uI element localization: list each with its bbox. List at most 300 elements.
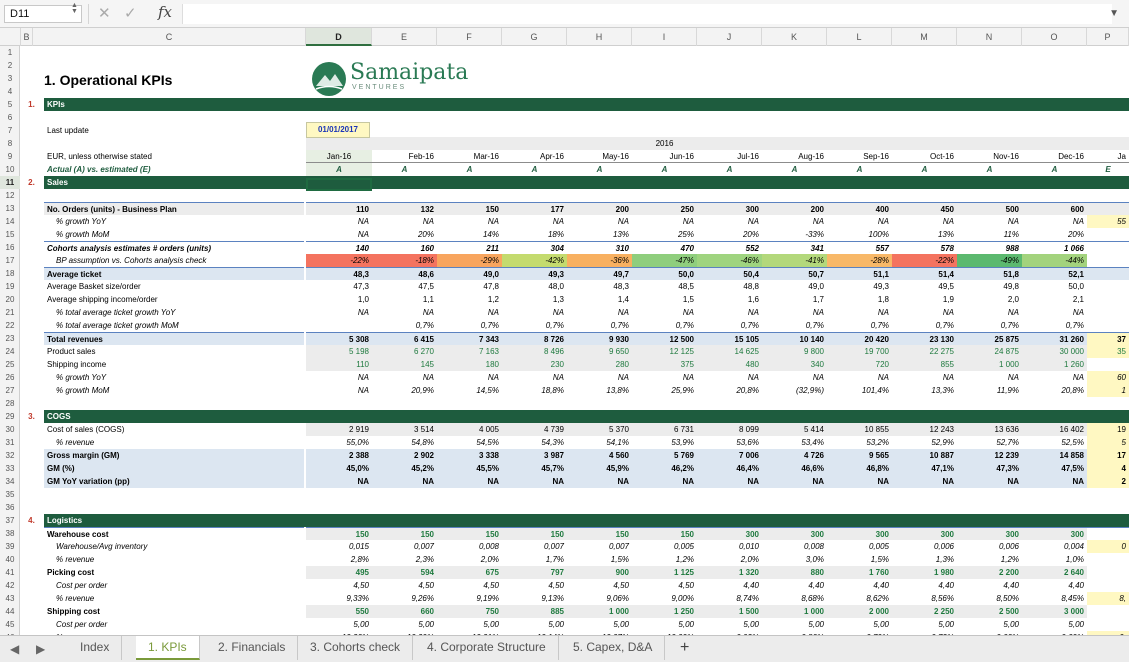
row-header-8[interactable]: 8: [7, 139, 13, 148]
value-cell[interactable]: 1,0%: [1065, 555, 1084, 564]
value-cell[interactable]: NA: [437, 475, 502, 488]
value-cell[interactable]: 0: [1087, 540, 1129, 553]
value-cell[interactable]: 20%: [417, 230, 434, 239]
value-cell[interactable]: 8,50%: [996, 594, 1019, 603]
value-cell[interactable]: 4 739: [502, 423, 567, 436]
row-header-13[interactable]: 13: [5, 204, 15, 213]
value-cell[interactable]: NA: [422, 308, 434, 317]
value-cell[interactable]: 25%: [677, 230, 694, 239]
value-cell[interactable]: 45,2%: [372, 462, 437, 475]
tab-5-capex-d-a[interactable]: 5. Capex, D&A: [561, 636, 665, 660]
value-cell[interactable]: NA: [942, 308, 954, 317]
value-cell[interactable]: 45,0%: [306, 462, 372, 475]
value-cell[interactable]: 1,8: [877, 295, 889, 304]
value-cell[interactable]: 1 000: [957, 358, 1022, 371]
row-header-9[interactable]: 9: [7, 152, 13, 161]
value-cell[interactable]: 20,9%: [411, 386, 434, 395]
value-cell[interactable]: 300: [827, 527, 892, 540]
value-cell[interactable]: 13%: [937, 230, 954, 239]
value-cell[interactable]: -36%: [567, 254, 632, 267]
value-cell[interactable]: [1087, 358, 1129, 371]
value-cell[interactable]: 52,9%: [931, 438, 954, 447]
value-cell[interactable]: 0,7%: [1000, 321, 1019, 330]
value-cell[interactable]: 552: [697, 241, 762, 254]
value-cell[interactable]: 9,26%: [411, 594, 434, 603]
value-cell[interactable]: 1 066: [1022, 241, 1087, 254]
value-cell[interactable]: 145: [372, 358, 437, 371]
value-cell[interactable]: 177: [502, 202, 567, 215]
row-header-15[interactable]: 15: [5, 230, 15, 239]
value-cell[interactable]: 8 726: [502, 332, 567, 345]
value-cell[interactable]: 1 320: [697, 566, 762, 579]
value-cell[interactable]: 2 902: [372, 449, 437, 462]
value-cell[interactable]: NA: [877, 308, 889, 317]
value-cell[interactable]: NA: [827, 475, 892, 488]
value-cell[interactable]: 0,7%: [1065, 321, 1084, 330]
value-cell[interactable]: 5,00: [353, 620, 369, 629]
value-cell[interactable]: 280: [567, 358, 632, 371]
value-cell[interactable]: 7 163: [437, 345, 502, 358]
value-cell[interactable]: 5,00: [613, 620, 629, 629]
value-cell[interactable]: [1087, 566, 1129, 579]
value-cell[interactable]: 47,5: [418, 282, 434, 291]
value-cell[interactable]: 1,5%: [610, 555, 629, 564]
value-cell[interactable]: 0,006: [998, 542, 1019, 551]
value-cell[interactable]: 300: [762, 527, 827, 540]
value-cell[interactable]: 1,3%: [935, 555, 954, 564]
value-cell[interactable]: 9 565: [827, 449, 892, 462]
row-header-3[interactable]: 3: [7, 74, 13, 83]
value-cell[interactable]: 1 760: [827, 566, 892, 579]
value-cell[interactable]: 0,7%: [870, 321, 889, 330]
value-cell[interactable]: 180: [437, 358, 502, 371]
value-cell[interactable]: 9,13%: [541, 594, 564, 603]
row-header-24[interactable]: 24: [5, 347, 15, 356]
value-cell[interactable]: 20,8%: [1061, 386, 1084, 395]
row-header-33[interactable]: 33: [5, 464, 15, 473]
row-header-41[interactable]: 41: [5, 568, 15, 577]
value-cell[interactable]: 5: [1087, 436, 1129, 449]
value-cell[interactable]: 0,7%: [545, 321, 564, 330]
value-cell[interactable]: NA: [632, 475, 697, 488]
value-cell[interactable]: 48,5: [678, 282, 694, 291]
tab-next-icon[interactable]: ▶: [36, 642, 46, 656]
value-cell[interactable]: 5,00: [873, 620, 889, 629]
value-cell[interactable]: 310: [567, 241, 632, 254]
value-cell[interactable]: NA: [552, 308, 564, 317]
value-cell[interactable]: 5 198: [306, 345, 372, 358]
value-cell[interactable]: 4,50: [353, 581, 369, 590]
value-cell[interactable]: 0,010: [738, 542, 759, 551]
value-cell[interactable]: 13,3%: [931, 386, 954, 395]
value-cell[interactable]: 46,4%: [697, 462, 762, 475]
value-cell[interactable]: 49,3: [502, 267, 567, 280]
value-cell[interactable]: 855: [892, 358, 957, 371]
cancel-icon[interactable]: ✕: [98, 5, 111, 22]
value-cell[interactable]: 150: [567, 527, 632, 540]
value-cell[interactable]: 1,7: [812, 295, 824, 304]
value-cell[interactable]: 3,0%: [805, 555, 824, 564]
value-cell[interactable]: NA: [812, 373, 824, 382]
value-cell[interactable]: 4 560: [567, 449, 632, 462]
row-header-37[interactable]: 37: [5, 516, 15, 525]
row-header-39[interactable]: 39: [5, 542, 15, 551]
value-cell[interactable]: NA: [957, 475, 1022, 488]
value-cell[interactable]: 4 726: [762, 449, 827, 462]
value-cell[interactable]: NA: [697, 475, 762, 488]
value-cell[interactable]: -22%: [306, 254, 372, 267]
value-cell[interactable]: 49,8: [1003, 282, 1019, 291]
value-cell[interactable]: NA: [357, 217, 369, 226]
value-cell[interactable]: 150: [502, 527, 567, 540]
value-cell[interactable]: 50,4: [697, 267, 762, 280]
value-cell[interactable]: NA: [1007, 308, 1019, 317]
value-cell[interactable]: 1,9: [942, 295, 954, 304]
value-cell[interactable]: 200: [567, 202, 632, 215]
value-cell[interactable]: 8 496: [502, 345, 567, 358]
value-cell[interactable]: 12 500: [632, 332, 697, 345]
value-cell[interactable]: 1,5: [682, 295, 694, 304]
value-cell[interactable]: 250: [632, 202, 697, 215]
value-cell[interactable]: NA: [682, 373, 694, 382]
value-cell[interactable]: 47,8: [483, 282, 499, 291]
row-header-40[interactable]: 40: [5, 555, 15, 564]
value-cell[interactable]: [1087, 293, 1129, 306]
value-cell[interactable]: 660: [372, 605, 437, 618]
value-cell[interactable]: 375: [632, 358, 697, 371]
row-header-38[interactable]: 38: [5, 529, 15, 538]
row-header-31[interactable]: 31: [5, 438, 15, 447]
value-cell[interactable]: 470: [632, 241, 697, 254]
value-cell[interactable]: 20%: [742, 230, 759, 239]
value-cell[interactable]: 480: [697, 358, 762, 371]
row-header-25[interactable]: 25: [5, 360, 15, 369]
value-cell[interactable]: 2 640: [1022, 566, 1087, 579]
value-cell[interactable]: 1 000: [762, 605, 827, 618]
row-header-19[interactable]: 19: [5, 282, 15, 291]
value-cell[interactable]: 53,9%: [671, 438, 694, 447]
value-cell[interactable]: 0,005: [673, 542, 694, 551]
value-cell[interactable]: 140: [306, 241, 372, 254]
value-cell[interactable]: 4,50: [678, 581, 694, 590]
value-cell[interactable]: 48,6: [372, 267, 437, 280]
value-cell[interactable]: 110: [306, 358, 372, 371]
value-cell[interactable]: NA: [682, 308, 694, 317]
value-cell[interactable]: NA: [682, 217, 694, 226]
value-cell[interactable]: 5,00: [1003, 620, 1019, 629]
value-cell[interactable]: 48,0: [548, 282, 564, 291]
value-cell[interactable]: NA: [1022, 475, 1087, 488]
value-cell[interactable]: 13%: [612, 230, 629, 239]
value-cell[interactable]: 31 260: [1022, 332, 1087, 345]
value-cell[interactable]: 1 125: [632, 566, 697, 579]
value-cell[interactable]: [1087, 319, 1129, 332]
value-cell[interactable]: 51,8: [957, 267, 1022, 280]
row-header-23[interactable]: 23: [5, 334, 15, 343]
value-cell[interactable]: 51,4: [892, 267, 957, 280]
column-header-l[interactable]: L: [827, 28, 892, 46]
value-cell[interactable]: 48,3: [613, 282, 629, 291]
value-cell[interactable]: 300: [892, 527, 957, 540]
value-cell[interactable]: 1,1: [422, 295, 434, 304]
column-header-h[interactable]: H: [567, 28, 632, 46]
value-cell[interactable]: 22 275: [892, 345, 957, 358]
value-cell[interactable]: 1,6: [747, 295, 759, 304]
value-cell[interactable]: 49,7: [567, 267, 632, 280]
row-header-10[interactable]: 10: [5, 165, 15, 174]
value-cell[interactable]: 53,4%: [801, 438, 824, 447]
confirm-icon[interactable]: ✓: [124, 5, 137, 22]
value-cell[interactable]: NA: [487, 308, 499, 317]
value-cell[interactable]: 2,1: [1072, 295, 1084, 304]
value-cell[interactable]: 18%: [547, 230, 564, 239]
row-header-4[interactable]: 4: [7, 87, 13, 96]
value-cell[interactable]: 230: [502, 358, 567, 371]
value-cell[interactable]: 132: [372, 202, 437, 215]
value-cell[interactable]: 20,8%: [736, 386, 759, 395]
value-cell[interactable]: [1087, 579, 1129, 592]
value-cell[interactable]: 0,005: [868, 542, 889, 551]
value-cell[interactable]: 5 308: [306, 332, 372, 345]
value-cell[interactable]: -42%: [502, 254, 567, 267]
value-cell[interactable]: 9,06%: [606, 594, 629, 603]
value-cell[interactable]: 6 415: [372, 332, 437, 345]
value-cell[interactable]: 25 875: [957, 332, 1022, 345]
value-cell[interactable]: 47,5%: [1022, 462, 1087, 475]
value-cell[interactable]: NA: [422, 217, 434, 226]
row-header-22[interactable]: 22: [5, 321, 15, 330]
value-cell[interactable]: 7 006: [697, 449, 762, 462]
value-cell[interactable]: 4,40: [1068, 581, 1084, 590]
value-cell[interactable]: 150: [306, 527, 372, 540]
value-cell[interactable]: [1087, 553, 1129, 566]
value-cell[interactable]: 4,40: [938, 581, 954, 590]
value-cell[interactable]: NA: [1007, 373, 1019, 382]
row-header-42[interactable]: 42: [5, 581, 15, 590]
value-cell[interactable]: NA: [942, 373, 954, 382]
value-cell[interactable]: 24 875: [957, 345, 1022, 358]
row-header-20[interactable]: 20: [5, 295, 15, 304]
value-cell[interactable]: [1087, 202, 1129, 215]
value-cell[interactable]: NA: [487, 373, 499, 382]
value-cell[interactable]: 1,3: [552, 295, 564, 304]
value-cell[interactable]: 49,3: [873, 282, 889, 291]
value-cell[interactable]: 4,40: [808, 581, 824, 590]
row-header-36[interactable]: 36: [5, 503, 15, 512]
value-cell[interactable]: 100%: [868, 230, 889, 239]
value-cell[interactable]: -41%: [762, 254, 827, 267]
value-cell[interactable]: [1087, 241, 1129, 254]
value-cell[interactable]: 50,0: [1068, 282, 1084, 291]
value-cell[interactable]: 14,5%: [476, 386, 499, 395]
value-cell[interactable]: [1087, 228, 1129, 241]
value-cell[interactable]: [1087, 280, 1129, 293]
value-cell[interactable]: 2 200: [957, 566, 1022, 579]
value-cell[interactable]: 675: [437, 566, 502, 579]
value-cell[interactable]: 45,9%: [567, 462, 632, 475]
row-header-1[interactable]: 1: [7, 48, 13, 57]
value-cell[interactable]: 2,0%: [480, 555, 499, 564]
value-cell[interactable]: [1087, 267, 1129, 280]
row-header-11[interactable]: 11: [0, 176, 20, 189]
value-cell[interactable]: [1087, 527, 1129, 540]
value-cell[interactable]: 45,7%: [502, 462, 567, 475]
row-header-35[interactable]: 35: [5, 490, 15, 499]
value-cell[interactable]: 797: [502, 566, 567, 579]
value-cell[interactable]: NA: [567, 475, 632, 488]
value-cell[interactable]: 47,1%: [892, 462, 957, 475]
value-cell[interactable]: 45,5%: [437, 462, 502, 475]
value-cell[interactable]: NA: [1072, 308, 1084, 317]
value-cell[interactable]: 0,007: [543, 542, 564, 551]
value-cell[interactable]: 300: [1022, 527, 1087, 540]
value-cell[interactable]: 60: [1087, 371, 1129, 384]
value-cell[interactable]: 1,2%: [1000, 555, 1019, 564]
value-cell[interactable]: 10 887: [892, 449, 957, 462]
value-cell[interactable]: 578: [892, 241, 957, 254]
value-cell[interactable]: 54,8%: [411, 438, 434, 447]
value-cell[interactable]: 4,40: [743, 581, 759, 590]
value-cell[interactable]: 8,68%: [801, 594, 824, 603]
value-cell[interactable]: 450: [892, 202, 957, 215]
value-cell[interactable]: NA: [762, 475, 827, 488]
column-header-p[interactable]: P: [1087, 28, 1129, 46]
value-cell[interactable]: 880: [762, 566, 827, 579]
value-cell[interactable]: 4,40: [1003, 581, 1019, 590]
column-header-j[interactable]: J: [697, 28, 762, 46]
value-cell[interactable]: 1,0: [357, 295, 369, 304]
value-cell[interactable]: 9,33%: [346, 594, 369, 603]
value-cell[interactable]: 2 500: [957, 605, 1022, 618]
value-cell[interactable]: 2,0%: [740, 555, 759, 564]
value-cell[interactable]: NA: [617, 217, 629, 226]
column-header-g[interactable]: G: [502, 28, 567, 46]
value-cell[interactable]: 594: [372, 566, 437, 579]
value-cell[interactable]: -46%: [697, 254, 762, 267]
value-cell[interactable]: 13,8%: [606, 386, 629, 395]
value-cell[interactable]: 5,00: [678, 620, 694, 629]
value-cell[interactable]: 885: [502, 605, 567, 618]
value-cell[interactable]: 2 919: [306, 423, 372, 436]
value-cell[interactable]: 5,00: [808, 620, 824, 629]
value-cell[interactable]: 16 402: [1022, 423, 1087, 436]
value-cell[interactable]: 17: [1087, 449, 1129, 462]
value-cell[interactable]: 54,5%: [476, 438, 499, 447]
value-cell[interactable]: 150: [437, 527, 502, 540]
value-cell[interactable]: 4,50: [548, 581, 564, 590]
column-header-k[interactable]: K: [762, 28, 827, 46]
value-cell[interactable]: 0,7%: [480, 321, 499, 330]
row-header-17[interactable]: 17: [5, 256, 15, 265]
value-cell[interactable]: NA: [357, 230, 369, 239]
value-cell[interactable]: 1 980: [892, 566, 957, 579]
value-cell[interactable]: 3 338: [437, 449, 502, 462]
tab-4-corporate-structure[interactable]: 4. Corporate Structure: [415, 636, 559, 660]
value-cell[interactable]: 54,3%: [541, 438, 564, 447]
value-cell[interactable]: -44%: [1022, 254, 1087, 267]
value-cell[interactable]: 49,5: [938, 282, 954, 291]
value-cell[interactable]: 46,6%: [762, 462, 827, 475]
value-cell[interactable]: 0,004: [1063, 542, 1084, 551]
value-cell[interactable]: 7 343: [437, 332, 502, 345]
value-cell[interactable]: [1087, 306, 1129, 319]
value-cell[interactable]: 11%: [1003, 230, 1019, 239]
value-cell[interactable]: -28%: [827, 254, 892, 267]
row-header-27[interactable]: 27: [5, 386, 15, 395]
value-cell[interactable]: NA: [617, 373, 629, 382]
value-cell[interactable]: NA: [877, 373, 889, 382]
value-cell[interactable]: 55,0%: [346, 438, 369, 447]
value-cell[interactable]: 400: [827, 202, 892, 215]
value-cell[interactable]: 55: [1087, 215, 1129, 228]
value-cell[interactable]: 211: [437, 241, 502, 254]
active-cell-outline[interactable]: [306, 178, 372, 191]
value-cell[interactable]: 4 005: [437, 423, 502, 436]
row-header-44[interactable]: 44: [5, 607, 15, 616]
value-cell[interactable]: 50,0: [632, 267, 697, 280]
value-cell[interactable]: 14%: [482, 230, 499, 239]
tab-2-financials[interactable]: 2. Financials: [206, 636, 298, 660]
value-cell[interactable]: NA: [357, 373, 369, 382]
value-cell[interactable]: 900: [567, 566, 632, 579]
value-cell[interactable]: NA: [1007, 217, 1019, 226]
value-cell[interactable]: 14 625: [697, 345, 762, 358]
value-cell[interactable]: 0,007: [413, 542, 434, 551]
value-cell[interactable]: 46,2%: [632, 462, 697, 475]
value-cell[interactable]: 52,1: [1022, 267, 1087, 280]
value-cell[interactable]: 9,00%: [671, 594, 694, 603]
chevron-down-icon[interactable]: ▼: [1109, 8, 1119, 19]
value-cell[interactable]: NA: [502, 475, 567, 488]
value-cell[interactable]: 304: [502, 241, 567, 254]
row-header-6[interactable]: 6: [7, 113, 13, 122]
value-cell[interactable]: 5 769: [632, 449, 697, 462]
value-cell[interactable]: 12 239: [957, 449, 1022, 462]
value-cell[interactable]: 0,7%: [805, 321, 824, 330]
value-cell[interactable]: [306, 319, 372, 332]
value-cell[interactable]: NA: [1072, 373, 1084, 382]
formula-input[interactable]: [182, 4, 1112, 24]
value-cell[interactable]: 8,: [1087, 592, 1129, 605]
value-cell[interactable]: NA: [747, 217, 759, 226]
value-cell[interactable]: 52,7%: [996, 438, 1019, 447]
value-cell[interactable]: 150: [372, 527, 437, 540]
value-cell[interactable]: 101,4%: [861, 386, 889, 395]
value-cell[interactable]: 0,7%: [675, 321, 694, 330]
value-cell[interactable]: 1,2%: [675, 555, 694, 564]
value-cell[interactable]: -29%: [437, 254, 502, 267]
value-cell[interactable]: 9 930: [567, 332, 632, 345]
value-cell[interactable]: 500: [957, 202, 1022, 215]
value-cell[interactable]: 2,3%: [415, 555, 434, 564]
row-header-21[interactable]: 21: [5, 308, 15, 317]
value-cell[interactable]: 160: [372, 241, 437, 254]
value-cell[interactable]: 10 140: [762, 332, 827, 345]
value-cell[interactable]: 53,6%: [736, 438, 759, 447]
value-cell[interactable]: 4,50: [483, 581, 499, 590]
value-cell[interactable]: 9 800: [762, 345, 827, 358]
value-cell[interactable]: -47%: [632, 254, 697, 267]
value-cell[interactable]: 0,7%: [415, 321, 434, 330]
value-cell[interactable]: -33%: [805, 230, 824, 239]
value-cell[interactable]: 48,8: [743, 282, 759, 291]
value-cell[interactable]: 0,7%: [935, 321, 954, 330]
value-cell[interactable]: 37: [1087, 332, 1129, 345]
value-cell[interactable]: (32,9%): [795, 386, 824, 395]
value-cell[interactable]: 2: [1087, 475, 1129, 488]
value-cell[interactable]: -22%: [892, 254, 957, 267]
value-cell[interactable]: 35: [1087, 345, 1129, 358]
